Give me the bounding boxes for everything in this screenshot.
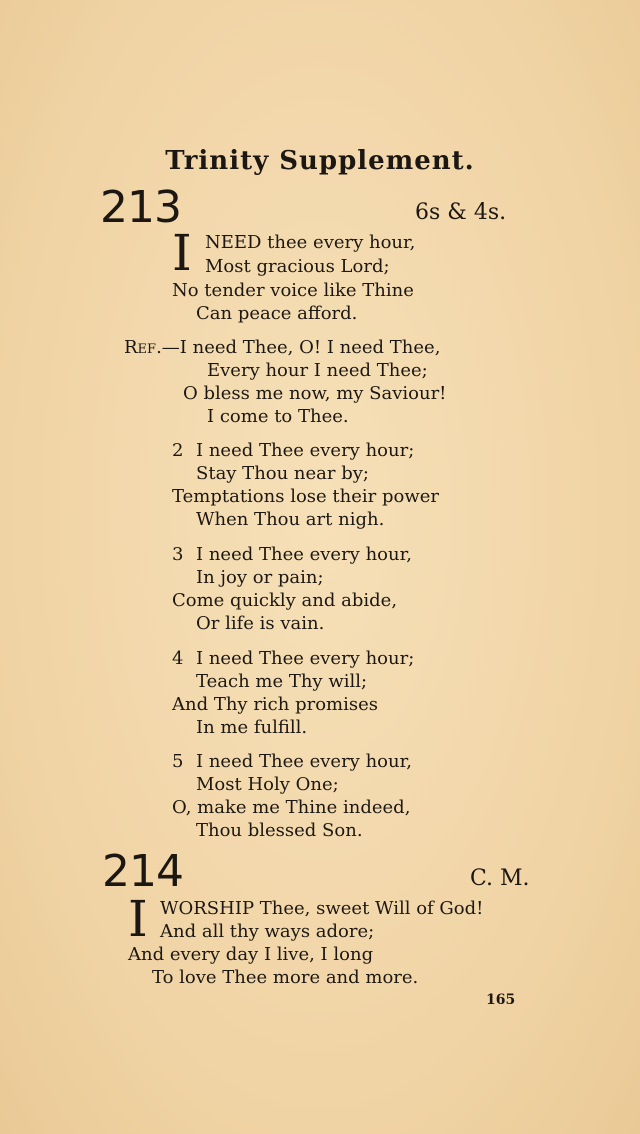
hymn-line: WORSHIP Thee, sweet Will of God! (160, 898, 484, 919)
hymn-line: And every day I live, I long (128, 944, 374, 965)
hymn-meter: C. M. (470, 866, 530, 891)
hymn-line: To love Thee more and more. (152, 967, 419, 988)
hymn-line: NEED thee every hour, (205, 232, 416, 253)
hymn-line: Most gracious Lord; (205, 256, 390, 277)
hymn-line: Teach me Thy will; (196, 671, 368, 692)
hymn-line: Every hour I need Thee; (207, 360, 428, 381)
hymn-line: In me fulfill. (196, 717, 308, 738)
hymn-line: Temptations lose their power (172, 486, 439, 507)
hymn-line: Or life is vain. (196, 613, 325, 634)
hymn-line: O, make me Thine indeed, (172, 797, 411, 818)
verse-number: 3 (172, 544, 184, 565)
hymn-line: I come to Thee. (207, 406, 349, 427)
refrain-label: Ref. (124, 337, 162, 358)
hymn-line: I need Thee every hour, (196, 751, 412, 772)
hymn-line: I need Thee every hour; (196, 648, 415, 669)
hymn-line: In joy or pain; (196, 567, 324, 588)
hymn-line: O bless me now, my Saviour! (183, 383, 447, 404)
hymn-line: When Thou art nigh. (196, 509, 385, 530)
hymn-number: 214 (102, 846, 183, 897)
hymn-line: And Thy rich promises (172, 694, 378, 715)
hymn-line: Come quickly and abide, (172, 590, 398, 611)
hymn-line: Thou blessed Son. (196, 820, 363, 841)
drop-cap: I (128, 890, 148, 948)
drop-cap: I (172, 224, 192, 282)
verse-number: 2 (172, 440, 184, 461)
verse-number: 4 (172, 648, 184, 669)
hymn-line: No tender voice like Thine (172, 280, 414, 301)
hymn-line: And all thy ways adore; (160, 921, 375, 942)
verse-number: 5 (172, 751, 184, 772)
hymn-line: Stay Thou near by; (196, 463, 369, 484)
page-number: 165 (486, 992, 516, 1008)
running-header: Trinity Supplement. (165, 146, 475, 176)
hymn-line: Most Holy One; (196, 774, 339, 795)
hymn-number: 213 (100, 182, 181, 233)
refrain-first-line (124, 337, 440, 358)
refrain-text: —I need Thee, O! I need Thee, (161, 337, 441, 358)
hymn-line: Can peace afford. (196, 303, 358, 324)
hymn-line: I need Thee every hour, (196, 544, 412, 565)
hymn-line: I need Thee every hour; (196, 440, 415, 461)
hymn-meter: 6s & 4s. (415, 200, 507, 225)
